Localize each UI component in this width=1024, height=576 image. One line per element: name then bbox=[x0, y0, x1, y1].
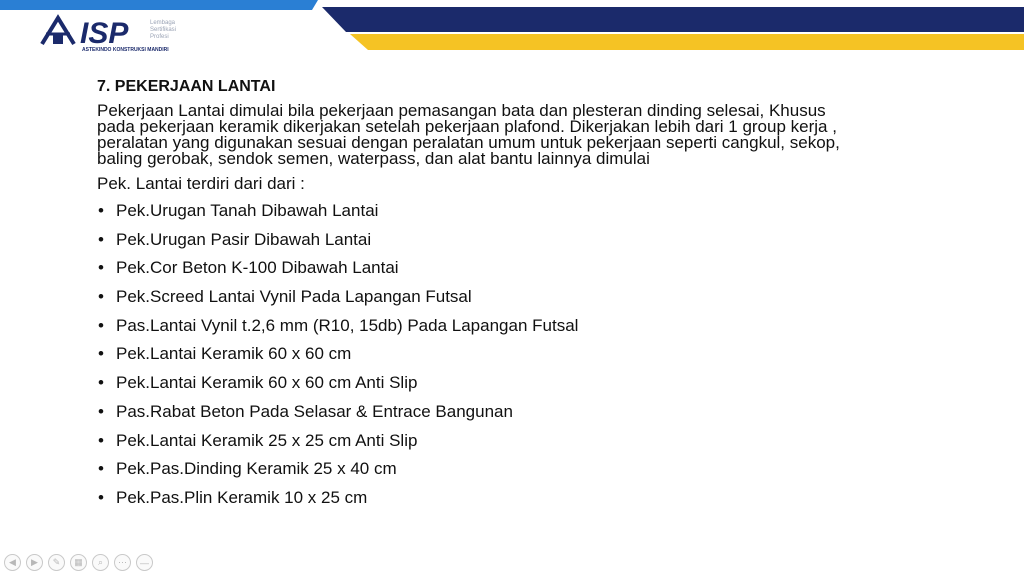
list-item-text: Pek.Lantai Keramik 60 x 60 cm Anti Slip bbox=[116, 373, 418, 393]
presentation-controls bbox=[4, 554, 153, 572]
menu-icon: ⋯ bbox=[118, 557, 127, 567]
logo-subtitle-line: Lembaga bbox=[150, 20, 176, 26]
list-item bbox=[97, 202, 977, 231]
list-item bbox=[97, 259, 977, 288]
list-item-text: Pas.Rabat Beton Pada Selasar & Entrace Bangunan bbox=[116, 401, 513, 421]
paragraph-line: baling gerobak, sendok semen, waterpass, dan alat bantu lainnya dimulai bbox=[97, 149, 650, 168]
banner-navy-band bbox=[322, 7, 1024, 32]
next-icon: ▶ bbox=[31, 557, 38, 567]
list-item bbox=[97, 317, 977, 346]
bullet: • bbox=[98, 373, 104, 393]
more-options-button[interactable] bbox=[114, 554, 131, 571]
logo-text: ISP bbox=[80, 17, 129, 48]
work-item-list bbox=[97, 202, 977, 518]
paragraph-line: peralatan yang digunakan sesuai dengan peralatan umum untuk pekerjaan seperti cangkul, sekop, bbox=[97, 133, 840, 152]
list-item bbox=[97, 403, 977, 432]
pen-icon: ✎ bbox=[52, 557, 61, 567]
list-item-text: Pek.Lantai Keramik 60 x 60 cm bbox=[116, 344, 352, 364]
paragraph-line: pada pekerjaan keramik dikerjakan setelah pekerjaan plafond. Dikerjakan lebih dari 1 group kerja , bbox=[97, 117, 837, 136]
bullet: • bbox=[98, 401, 104, 421]
bullet: • bbox=[98, 487, 104, 507]
list-item-text: Pek.Urugan Pasir Dibawah Lantai bbox=[116, 229, 372, 249]
bullet: • bbox=[98, 201, 104, 220]
prev-slide-button[interactable] bbox=[4, 554, 21, 571]
list-item bbox=[97, 374, 977, 403]
bullet: • bbox=[98, 430, 104, 450]
list-item-text: Pek.Pas.Dinding Keramik 25 x 40 cm bbox=[116, 459, 397, 479]
list-item-text: Pek.Lantai Keramik 25 x 25 cm Anti Slip bbox=[116, 430, 418, 450]
logo-subtitle bbox=[150, 20, 176, 41]
list-item-text: Pek.Cor Beton K-100 Dibawah Lantai bbox=[116, 258, 399, 278]
list-intro: Pek. Lantai terdiri dari dari : bbox=[97, 174, 305, 193]
bullet: • bbox=[98, 258, 104, 278]
bullet: • bbox=[98, 315, 104, 335]
slide-heading: 7. PEKERJAAN LANTAI bbox=[97, 78, 276, 95]
zoom-button[interactable] bbox=[92, 554, 109, 571]
list-item bbox=[97, 345, 977, 374]
zoom-icon: ⌕ bbox=[97, 557, 104, 567]
logo-subtitle-line: Sertifikasi bbox=[150, 27, 177, 33]
next-slide-button[interactable] bbox=[26, 554, 43, 571]
paragraph-line: Pekerjaan Lantai dimulai bila pekerjaan pemasangan bata dan plesteran dinding selesai, Khusus bbox=[97, 101, 826, 120]
list-item bbox=[97, 231, 977, 260]
list-item bbox=[97, 288, 977, 317]
bullet: • bbox=[98, 344, 104, 364]
list-item bbox=[97, 460, 977, 489]
list-item bbox=[97, 489, 977, 518]
list-item-text: Pek.Pas.Plin Keramik 10 x 25 cm bbox=[116, 487, 368, 507]
end-show-button[interactable] bbox=[136, 554, 153, 571]
list-item-text: Pek.Urugan Tanah Dibawah Lantai bbox=[116, 201, 379, 220]
list-item bbox=[97, 432, 977, 461]
banner-blue-stripe bbox=[0, 0, 318, 10]
end-show-icon: — bbox=[140, 557, 149, 568]
slide-content bbox=[97, 78, 977, 518]
list-item-text: Pek.Screed Lantai Vynil Pada Lapangan Futsal bbox=[116, 287, 472, 307]
list-item-text: Pas.Lantai Vynil t.2,6 mm (R10, 15db) Pada Lapangan Futsal bbox=[116, 315, 579, 335]
pen-tool-button[interactable] bbox=[48, 554, 65, 571]
see-all-slides-button[interactable] bbox=[70, 554, 87, 571]
prev-icon: ◀ bbox=[9, 557, 16, 567]
bullet: • bbox=[98, 459, 104, 479]
bullet: • bbox=[98, 287, 104, 307]
description-paragraph bbox=[97, 103, 977, 167]
logo-caption: ASTEKINDO KONSTRUKSI MANDIRI bbox=[82, 47, 169, 53]
logo-subtitle-line: Profesi bbox=[150, 34, 169, 40]
logo-mark bbox=[40, 14, 150, 48]
bullet: • bbox=[98, 229, 104, 249]
slides-icon: ▦ bbox=[74, 557, 83, 567]
banner-yellow-band bbox=[350, 34, 1024, 50]
